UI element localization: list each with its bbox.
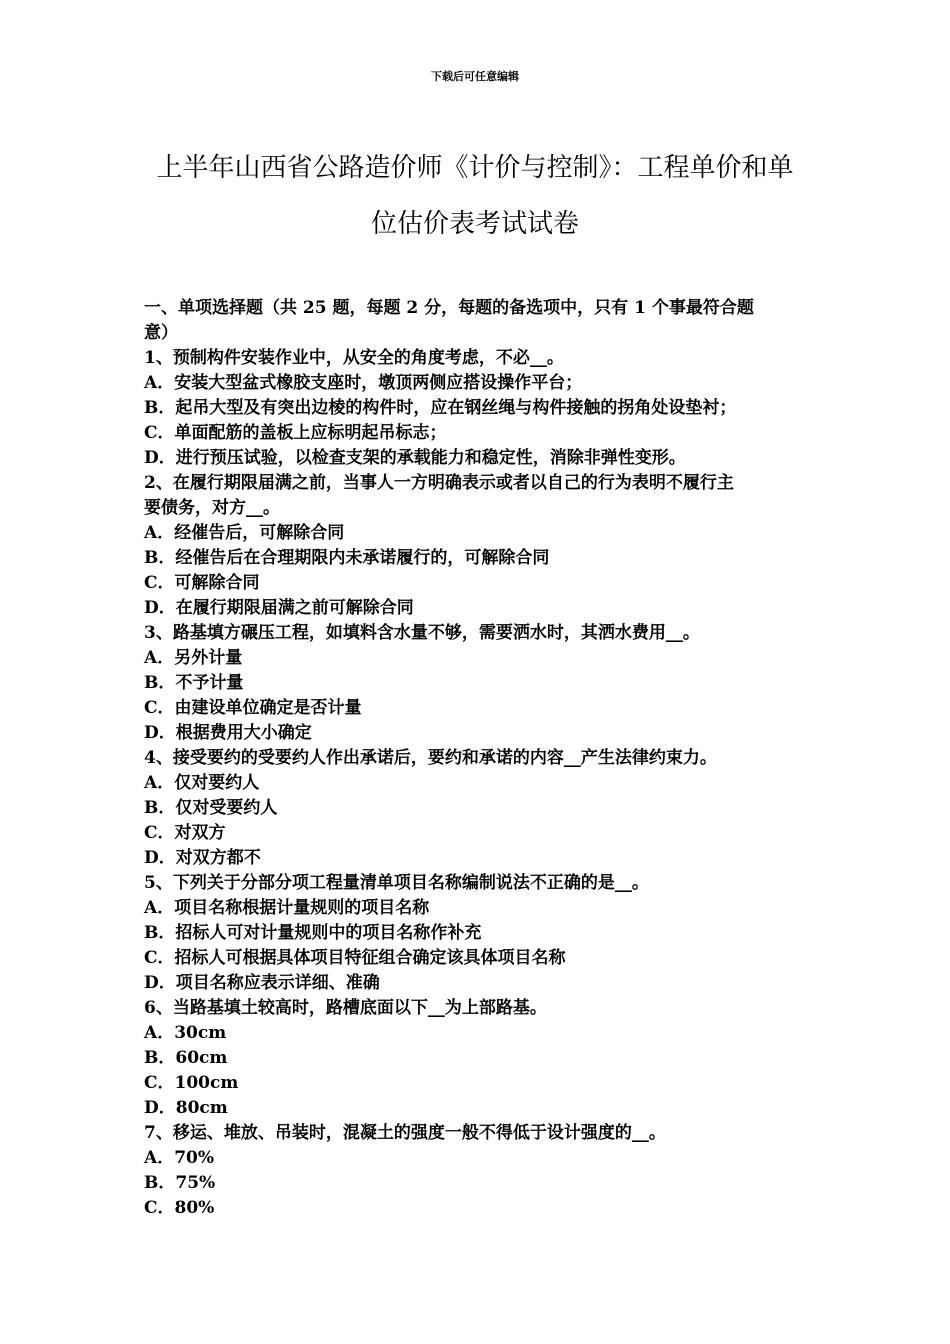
option-c: C．80% (144, 1198, 215, 1218)
question-stem: 4、接受要约的受要约人作出承诺后，要约和承诺的内容__产生法律约束力。 (144, 748, 717, 768)
option-c: C．100cm (144, 1073, 239, 1093)
section-heading: 意） (144, 323, 178, 343)
title-line: 位估价表考试试卷 (370, 209, 579, 239)
option-c: C．单面配筋的盖板上应标明起吊标志； (144, 423, 447, 443)
option-d: D．进行预压试验，以检查支架的承载能力和稳定性，消除非弹性变形。 (144, 448, 686, 468)
question-stem: 2、在履行期限届满之前，当事人一方明确表示或者以自己的行为表明不履行主 (144, 473, 734, 493)
exam-content (144, 296, 814, 1221)
option-c: C．由建设单位确定是否计量 (144, 698, 362, 718)
option-d: D．对双方都不 (144, 848, 261, 868)
option-c: C．可解除合同 (144, 573, 260, 593)
option-a: A．安装大型盆式橡胶支座时，墩顶两侧应搭设操作平台； (144, 373, 583, 393)
question-stem: 5、下列关于分部分项工程量清单项目名称编制说法不正确的是__。 (144, 873, 649, 893)
title-line: 上半年山西省公路造价师《计价与控制》：工程单价和单 (156, 153, 794, 183)
option-b: B．仅对受要约人 (144, 798, 278, 818)
option-a: A．项目名称根据计量规则的项目名称 (144, 898, 430, 918)
option-d: D．项目名称应表示详细、准确 (144, 973, 380, 993)
option-a: A．30cm (144, 1023, 227, 1043)
option-b: B．60cm (144, 1048, 228, 1068)
option-c: C．招标人可根据具体项目特征组合确定该具体项目名称 (144, 948, 566, 968)
question-stem: 7、移运、堆放、吊装时，混凝土的强度一般不得低于设计强度的__。 (144, 1123, 666, 1143)
option-a: A．另外计量 (144, 648, 243, 668)
header-note: 下载后可任意编辑 (431, 70, 519, 83)
option-a: A．70% (144, 1148, 215, 1168)
question-stem: 6、当路基填土较高时，路槽底面以下__为上部路基。 (144, 998, 547, 1018)
option-b: B．起吊大型及有突出边棱的构件时，应在钢丝绳与构件接触的拐角处设垫衬； (144, 398, 737, 418)
question-stem: 要债务，对方__。 (144, 498, 280, 518)
question-stem: 1、预制构件安装作业中，从安全的角度考虑，不必__。 (144, 348, 564, 368)
option-d: D．在履行期限届满之前可解除合同 (144, 598, 414, 618)
option-b: B．不予计量 (144, 673, 244, 693)
option-b: B．75% (144, 1173, 216, 1193)
option-a: A．经催告后，可解除合同 (144, 523, 345, 543)
option-b: B．经催告后在合理期限内未承诺履行的，可解除合同 (144, 548, 550, 568)
document-title (150, 140, 800, 252)
question-stem: 3、路基填方碾压工程，如填料含水量不够，需要洒水时，其洒水费用__。 (144, 623, 700, 643)
option-d: D．80cm (144, 1098, 228, 1118)
option-c: C．对双方 (144, 823, 226, 843)
option-b: B．招标人可对计量规则中的项目名称作补充 (144, 923, 482, 943)
option-d: D．根据费用大小确定 (144, 723, 312, 743)
section-heading: 一、单项选择题（共 25 题，每题 2 分，每题的备选项中，只有 1 个事最符合题 (144, 298, 754, 318)
option-a: A．仅对要约人 (144, 773, 260, 793)
